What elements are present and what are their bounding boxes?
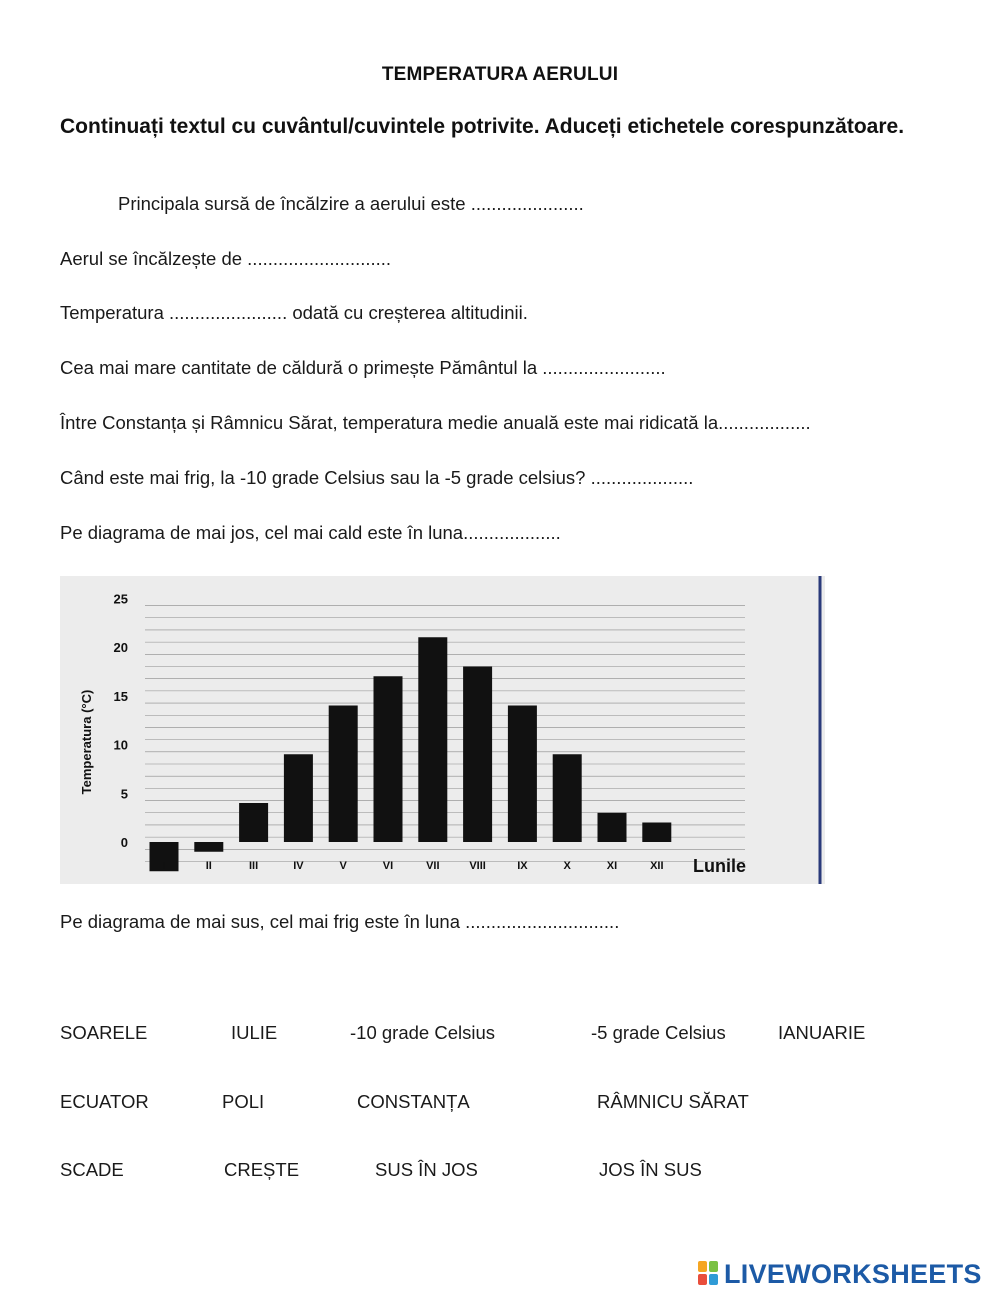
question-4: Cea mai mare cantitate de căldură o primește Pământul la ........................ xyxy=(60,357,666,378)
question-8: Pe diagrama de mai sus, cel mai frig este în luna .............................. xyxy=(60,911,620,932)
label-iulie[interactable]: IULIE xyxy=(231,1022,278,1043)
x-tick-label: IV xyxy=(293,860,304,872)
x-tick-label: II xyxy=(205,860,212,872)
label-minus-5[interactable]: -5 grade Celsius xyxy=(591,1022,726,1043)
label-sus-in-jos[interactable]: SUS ÎN JOS xyxy=(375,1159,478,1180)
page-title: TEMPERATURA AERULUI xyxy=(381,64,619,85)
label-scade[interactable]: SCADE xyxy=(60,1159,124,1180)
liveworksheets-logo xyxy=(698,1256,982,1292)
bar-VIII xyxy=(463,667,492,843)
label-ianuarie[interactable]: IANUARIE xyxy=(778,1022,866,1043)
x-tick-label: I xyxy=(162,860,166,872)
bar-IV xyxy=(284,754,313,842)
x-tick-label: XI xyxy=(606,860,618,872)
logo-mark-icon xyxy=(698,1261,720,1287)
x-tick-label: IX xyxy=(517,860,528,872)
bar-XI xyxy=(598,813,627,842)
bar-V xyxy=(329,706,358,843)
x-tick-label: VII xyxy=(426,860,440,872)
logo-text: LIVEWORKSHEETS xyxy=(724,1258,982,1289)
question-7: Pe diagrama de mai jos, cel mai cald este în luna................... xyxy=(60,522,561,543)
question-5: Între Constanța și Râmnicu Sărat, temperatura medie anuală este mai ridicată la.................. xyxy=(60,412,811,433)
y-tick-label: 20 xyxy=(113,640,128,655)
y-tick-label: 5 xyxy=(120,786,128,802)
bar-IX xyxy=(508,706,537,843)
bar-III xyxy=(239,803,268,842)
y-tick-label: 0 xyxy=(120,835,128,850)
temperature-chart xyxy=(60,576,825,884)
x-tick-label: X xyxy=(563,860,571,872)
x-tick-label: XII xyxy=(650,860,664,872)
label-creste[interactable]: CREȘTE xyxy=(224,1159,300,1180)
bar-II xyxy=(194,842,223,852)
x-axis-title: Lunile xyxy=(693,856,746,876)
label-ecuator[interactable]: ECUATOR xyxy=(60,1091,149,1112)
bar-VI xyxy=(374,676,403,842)
label-ramnicu-sarat[interactable]: RÂMNICU SĂRAT xyxy=(597,1091,749,1112)
x-tick-label: VI xyxy=(382,860,394,872)
x-tick-label: III xyxy=(249,860,259,872)
label-minus-10[interactable]: -10 grade Celsius xyxy=(350,1022,495,1043)
x-tick-label: V xyxy=(339,860,347,872)
y-tick-label: 25 xyxy=(113,591,128,607)
bar-XII xyxy=(642,823,671,843)
x-tick-label: VIII xyxy=(469,860,486,872)
question-2: Aerul se încălzește de ............................ xyxy=(60,248,392,269)
question-3: Temperatura ....................... odată cu creșterea altitudinii. xyxy=(60,302,528,323)
y-axis-title: Temperatura (°C) xyxy=(79,689,94,795)
label-jos-in-sus[interactable]: JOS ÎN SUS xyxy=(599,1159,702,1180)
question-1: Principala sursă de încălzire a aerului este ...................... xyxy=(118,193,584,214)
instructions: Continuați textul cu cuvântul/cuvintele potrivite. Aduceți etichetele corespunzătoare. xyxy=(60,115,905,138)
label-soarele[interactable]: SOARELE xyxy=(60,1022,148,1043)
bar-VII xyxy=(418,637,447,842)
question-6: Când este mai frig, la -10 grade Celsius sau la -5 grade celsius? .................... xyxy=(60,467,694,488)
chart-svg xyxy=(60,576,825,884)
y-tick-label: 10 xyxy=(113,737,128,753)
label-poli[interactable]: POLI xyxy=(222,1091,265,1112)
y-tick-label: 15 xyxy=(113,688,128,704)
label-constanta[interactable]: CONSTANȚA xyxy=(357,1091,470,1112)
bar-X xyxy=(553,754,582,842)
